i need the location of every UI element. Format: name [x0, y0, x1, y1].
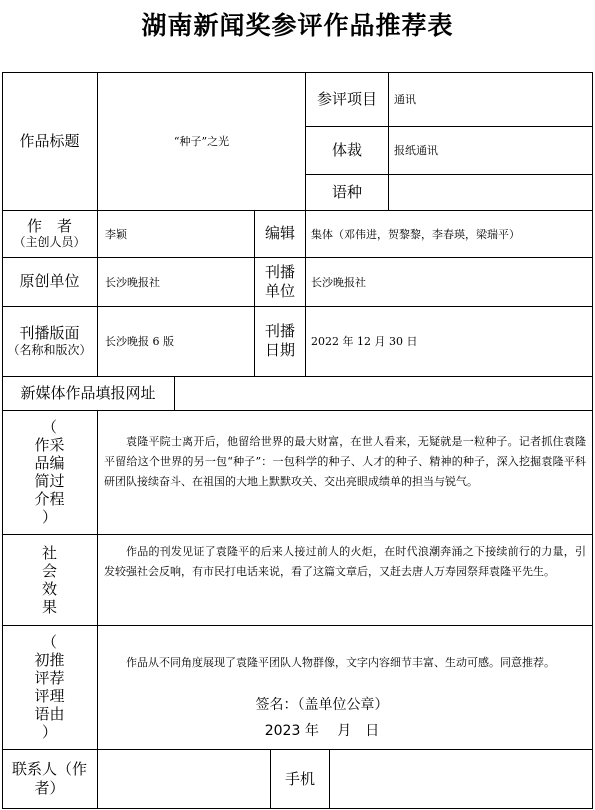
intro-label-line1: 作采: [34, 436, 65, 454]
genre-value: 报纸通讯: [394, 144, 438, 157]
social-effect-label-line2: 会: [41, 561, 57, 580]
author-label-line1: 作 者: [26, 216, 72, 235]
social-effect-label-line3: 效: [41, 579, 57, 598]
origin-unit-label: 原创单位: [19, 272, 80, 291]
work-title-label: 作品标题: [19, 131, 80, 150]
contact-label-line1: 联系人（作: [11, 760, 87, 779]
author-label: [2, 210, 97, 257]
editor-label: 编辑: [264, 224, 295, 243]
publish-edition-label-line1: 刊播版面: [19, 324, 80, 343]
category-value: 通讯: [394, 93, 416, 106]
recommendation-label-line2: 评荐: [34, 669, 65, 687]
category-label: 参评项目: [316, 89, 377, 108]
social-effect-label-line4: 果: [41, 597, 57, 616]
publish-edition-label-line2: （名称和版次）: [7, 342, 92, 357]
work-title-value: “种子”之光: [173, 135, 230, 148]
publish-date-label-line1: 刊播: [264, 322, 295, 341]
publish-date-value: 2022 年 12 月 30 日: [311, 335, 418, 348]
recommendation-label-line3: 评理: [34, 687, 65, 705]
social-effect-label: [2, 534, 97, 625]
origin-unit-value: 长沙晚报社: [105, 275, 160, 289]
publish-unit-label: [255, 257, 305, 306]
contact-label-line2: 者）: [34, 779, 65, 797]
recommendation-form-table: [2, 72, 593, 809]
intro-label-close-paren: ）: [41, 508, 57, 526]
publish-unit-value: 长沙晚报社: [311, 275, 366, 289]
publish-edition-value: 长沙晚报 6 版: [105, 335, 174, 348]
phone-label: 手机: [284, 769, 315, 788]
publish-edition-label: [2, 306, 97, 376]
author-value: 李颖: [105, 227, 127, 241]
recommendation-text: 作品从不同角度展现了袁隆平团队人物群像，文字内容细节丰富、生动可感。同意推荐。: [126, 656, 555, 669]
new-media-url-value: [180, 376, 590, 410]
publish-date-label: [255, 306, 305, 376]
intro-label-open-paren: （: [41, 418, 57, 436]
intro-label-line3: 简过: [34, 472, 65, 490]
contact-value: [103, 749, 269, 809]
recommendation-label: [2, 625, 97, 749]
publish-unit-label-line1: 刊播: [264, 262, 295, 281]
new-media-url-label: 新媒体作品填报网址: [20, 383, 156, 402]
signature-line: 签名：（盖单位公章）: [255, 697, 389, 713]
form-title: 湖南新闻奖参评作品推荐表: [141, 11, 454, 40]
recommendation-label-close-paren: ）: [41, 723, 57, 741]
recommendation-label-line1: 初推: [34, 651, 65, 669]
publish-date-label-line2: 日期: [264, 341, 295, 359]
language-value: [394, 174, 592, 210]
sign-date: 2023 年 月 日: [264, 723, 380, 739]
social-effect-text: 作品的刊发见证了袁隆平的后来人接过前人的火炬，在时代浪潮奔涌之下接续前行的力量，引发较强社会反响，有市民打电话来说，看了这篇文章后，又赶去唐人万寿园祭拜袁隆平先生。: [104, 545, 586, 578]
contact-label: [2, 749, 97, 809]
recommendation-label-line4: 语由: [34, 705, 65, 723]
language-label: 语种: [331, 182, 362, 201]
intro-label-line4: 介程: [34, 490, 65, 508]
recommendation-label-open-paren: （: [41, 633, 57, 651]
social-effect-label-line1: 社: [41, 543, 57, 562]
author-label-line2: （主创人员）: [13, 235, 86, 250]
intro-label: [2, 410, 97, 534]
intro-label-line2: 品编: [34, 454, 65, 472]
editor-value: 集体（邓伟进，贺黎黎，李春瑛，梁瑞平）: [311, 227, 520, 241]
publish-unit-label-line2: 单位: [264, 281, 295, 300]
intro-text: 袁隆平院士离开后，他留给世界的最大财富，在世人看来，无疑就是一粒种子。记者抓住袁隆平留给这个世界的另一包“种子”：一包科学的种子、人才的种子、精神的种子，深入挖掘袁隆平科研团队接续奋斗、在祖国的大地上默默攻关、交出亮眼成绩单的担当与锐气。: [104, 435, 586, 488]
phone-value: [335, 749, 591, 809]
genre-label: 体裁: [331, 140, 362, 159]
